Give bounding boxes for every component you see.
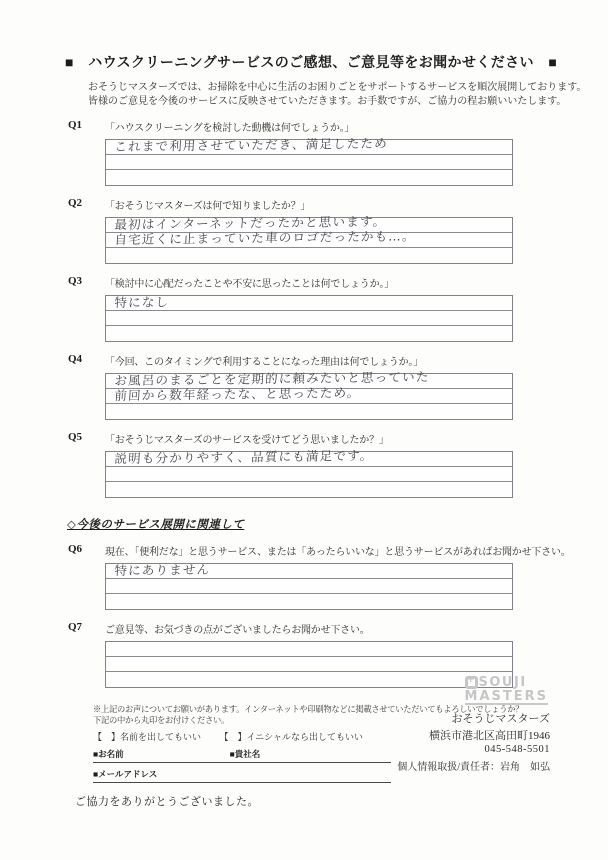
question-number: Q4 (68, 353, 83, 365)
question-text: 「今回、このタイミングで利用することになった理由は何でしょうか。」 (105, 357, 423, 368)
handwritten-answer: 自宅近くに止まっていた車のロゴだったかも…。 (114, 228, 417, 248)
question-block-q3 (65, 275, 548, 342)
name-field-label: ■お名前 (93, 749, 124, 759)
answer-line (106, 326, 512, 341)
answer-line (106, 642, 512, 657)
question-block-q2 (65, 197, 548, 264)
answer-box (105, 447, 513, 498)
handwritten-answer: 特になし (114, 294, 170, 311)
answer-line (106, 482, 512, 497)
form-title: ■ ハウスクリーニングサービスのご感想、ご意見等をお聞かせください ■ (65, 56, 558, 71)
question-text: 「ハウスクリーニングを検討した動機は何でしょうか。」 (105, 123, 355, 134)
footer-right (397, 676, 550, 773)
answer-line (106, 594, 512, 609)
answer-line (106, 228, 512, 248)
section-heading: ◇今後のサービス展開に関連して (67, 519, 245, 531)
squared-plus-icon: + (465, 676, 478, 689)
company-field-label: ■貴社名 (229, 749, 261, 759)
question-text: ご意見等、お気づきの点がございましたらお聞かせ下さい。 (105, 625, 370, 636)
handwritten-answer: 前回から数年経ったな、と思ったため。 (114, 384, 361, 404)
logo-text-masters: MASTERS (464, 689, 548, 704)
intro-line-1: おそうじマスターズでは、お掃除を中心に生活のお困りごとをサポートするサービスを順次展開しております。 (88, 82, 587, 93)
answer-line (106, 248, 512, 263)
answer-line (106, 155, 512, 170)
answer-line (106, 467, 512, 482)
logo-text-souji: SOUJI (478, 674, 527, 690)
question-number: Q3 (68, 275, 83, 287)
question-number: Q2 (68, 197, 83, 209)
company-address: 横浜市港北区高田町1946 (429, 730, 550, 742)
question-block-q1 (65, 119, 548, 186)
handwritten-answer: 特にありません (114, 561, 211, 579)
answer-line (106, 170, 512, 185)
logo-line-1 (465, 676, 548, 689)
answer-line (106, 447, 512, 467)
handwritten-answer: 最初はインターネットだったかと思います。 (114, 213, 387, 233)
question-text: 現在、「便利だな」と思うサービス、または「あったらいいな」と思うサービスがあればお聞かせ下さい。 (105, 547, 571, 558)
handwritten-answer: これまで利用させていただき、満足したため (114, 135, 389, 155)
answer-line (106, 384, 512, 404)
privacy-officer: 個人情報取扱/責任者：岩角 如弘 (397, 762, 550, 773)
question-block-q6 (65, 543, 571, 610)
publication-consent-note-2: 下記の中から丸印をお付けください。 (93, 716, 229, 725)
consent-option-name: 【 】名前を出してもいい (93, 732, 202, 742)
answer-box (105, 369, 513, 420)
answer-box (105, 563, 513, 610)
answer-line (106, 579, 512, 594)
question-number: Q6 (68, 543, 83, 555)
company-phone: 045-548-5501 (484, 744, 550, 755)
email-field-row (93, 768, 391, 783)
question-block-q4 (65, 353, 548, 420)
answer-line (106, 296, 512, 311)
publication-consent-note-1: ※上記のお声についてお願いがあります。インターネットや印刷物などに掲載させていただいてもよろしいでしょうか？ (93, 705, 524, 714)
osouji-masters-logo (465, 676, 548, 705)
answer-box (105, 135, 513, 186)
question-number: Q7 (68, 621, 83, 633)
question-text: 「おそうじマスターズのサービスを受けてどう思いましたか？」 (105, 435, 389, 446)
question-text: 「おそうじマスターズは何で知りましたか？」 (105, 201, 311, 212)
answer-line (106, 311, 512, 326)
intro-line-2: 皆様のご意見を今後のサービスに反映させていただきます。お手数ですが、ご協力の程お願いいたします。 (88, 95, 567, 107)
thank-you-text: ご協力をありがとうございました。 (75, 796, 259, 808)
question-text: 「検討中に心配だったことや不安に思ったことは何でしょうか。」 (105, 279, 394, 290)
handwritten-answer: お風呂のまるごとを定期的に頼みたいと思っていた (114, 369, 430, 389)
handwritten-answer: 説明も分かりやすく、品質にも満足です。 (114, 447, 374, 467)
consent-option-initial: 【 】イニシャルなら出してもいい (219, 732, 363, 742)
answer-line (106, 404, 512, 419)
answer-line (106, 657, 512, 672)
email-field-label: ■メールアドレス (93, 769, 158, 779)
intro-text (88, 81, 587, 108)
question-block-q5 (65, 431, 548, 498)
answer-box (105, 213, 513, 264)
answer-box (105, 295, 513, 342)
name-company-field-row (93, 748, 391, 763)
question-number: Q5 (68, 431, 83, 443)
company-name: おそうじマスターズ (451, 713, 550, 725)
answer-line (106, 135, 512, 155)
answer-line (106, 561, 512, 579)
question-number: Q1 (68, 119, 83, 131)
